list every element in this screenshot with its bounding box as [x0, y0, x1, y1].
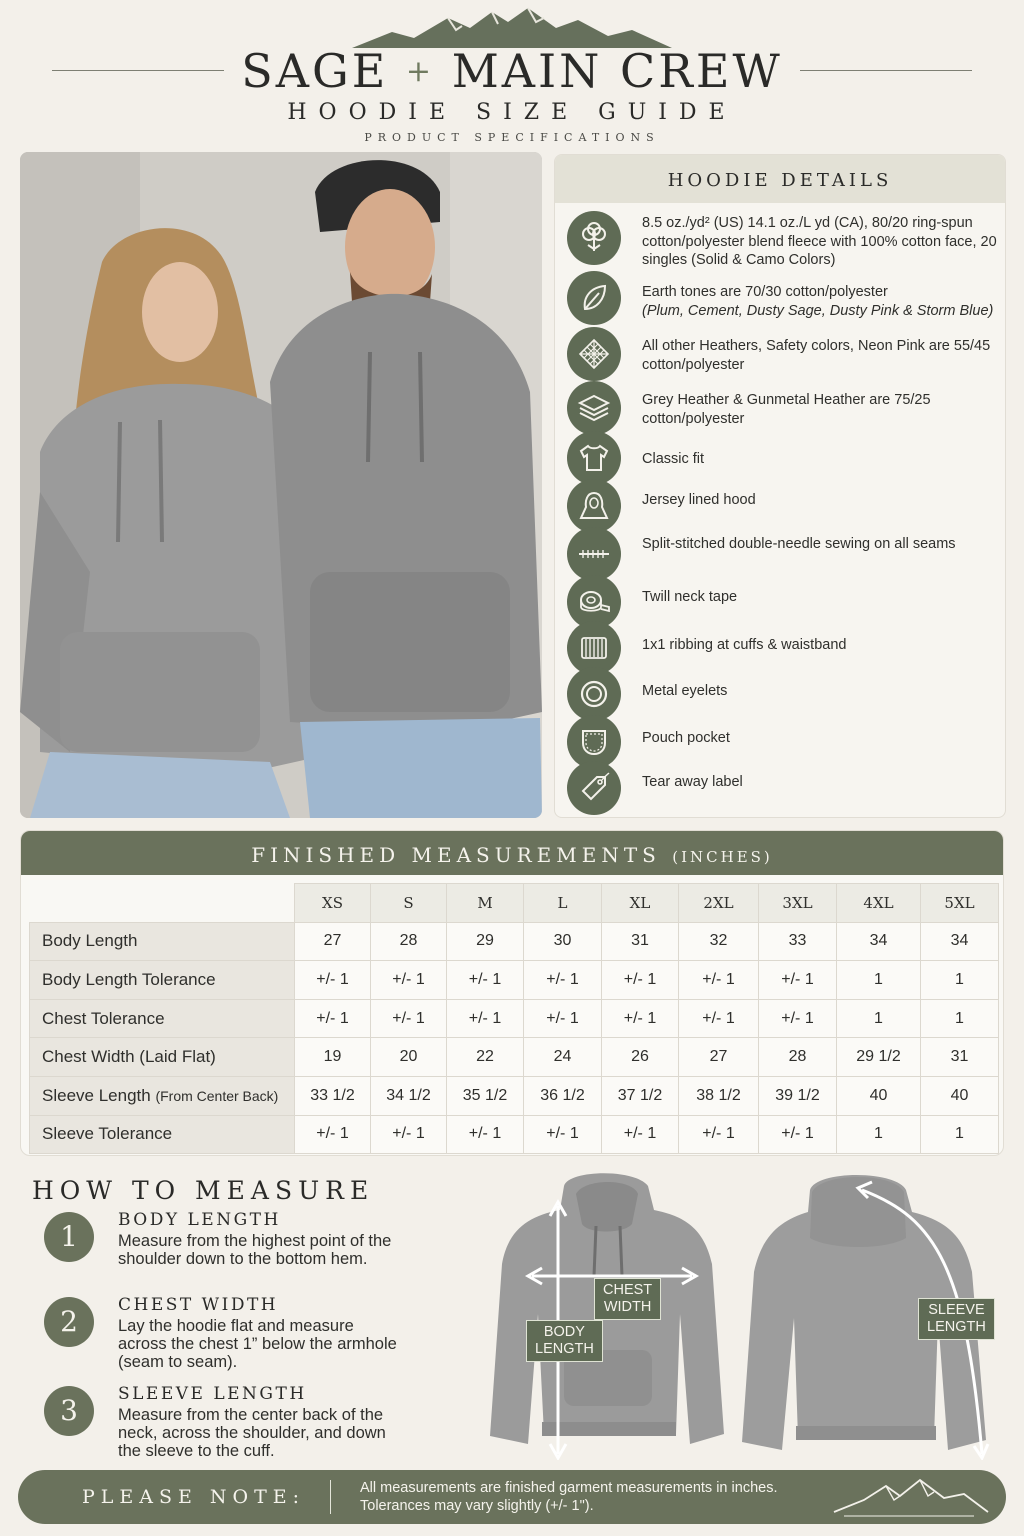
- step-number: 2: [44, 1297, 94, 1347]
- table-cell: 40: [837, 1076, 921, 1115]
- how-to-heading: HOW TO MEASURE: [32, 1176, 375, 1205]
- table-cell: 30: [524, 922, 602, 961]
- sleeve-length-tag: SLEEVE LENGTH: [918, 1298, 995, 1340]
- row-label: Sleeve Tolerance: [30, 1115, 295, 1154]
- leaf-icon: [567, 271, 621, 325]
- detail-item: [555, 575, 1006, 621]
- table-cell: +/- 1: [679, 999, 759, 1038]
- table-row: [30, 1115, 999, 1154]
- step-description: Measure from the center back of the neck, across the shoulder, and down the sleeve to the cuff.: [118, 1406, 386, 1460]
- table-cell: +/- 1: [371, 961, 447, 1000]
- table-cell: 38 1/2: [679, 1076, 759, 1115]
- table-cell: +/- 1: [759, 961, 837, 1000]
- table-row: [30, 1076, 999, 1115]
- step-description: Lay the hoodie flat and measure across the chest 1” below the armhole (seam to seam).: [118, 1317, 397, 1371]
- detail-text: Jersey lined hood: [642, 492, 756, 508]
- step-chest-width: [44, 1297, 464, 1383]
- detail-item: [555, 381, 1006, 435]
- size-header: XL: [602, 884, 679, 923]
- tag-icon: [567, 761, 621, 815]
- size-header: L: [524, 884, 602, 923]
- table-cell: +/- 1: [524, 961, 602, 1000]
- table-cell: +/- 1: [602, 1115, 679, 1154]
- row-label: Chest Width (Laid Flat): [30, 1038, 295, 1077]
- table-cell: +/- 1: [447, 999, 524, 1038]
- table-cell: +/- 1: [524, 1115, 602, 1154]
- hoodie-back-diagram: [736, 1168, 992, 1460]
- detail-text: Split-stitched double-needle sewing on all seams: [642, 536, 956, 552]
- step-body-length: [44, 1212, 464, 1292]
- table-cell: 20: [371, 1038, 447, 1077]
- table-row: [30, 922, 999, 961]
- size-header: 5XL: [921, 884, 999, 923]
- detail-text: All other Heathers, Safety colors, Neon Pink are 55/45 cotton/polyester: [642, 338, 991, 373]
- detail-text: 8.5 oz./yd² (US) 14.1 oz./L yd (CA), 80/20 ring-spun cotton/polyester blend fleece with 100% cotton face, 20 singles (Solid & Camo Colors): [642, 215, 997, 268]
- table-cell: 29 1/2: [837, 1038, 921, 1077]
- body-length-tag: BODY LENGTH: [526, 1320, 603, 1362]
- detail-text: Classic fit: [642, 451, 705, 467]
- table-cell: 28: [759, 1038, 837, 1077]
- step-number: 1: [44, 1212, 94, 1262]
- table-row: [30, 1038, 999, 1077]
- table-cell: +/- 1: [679, 1115, 759, 1154]
- detail-item: [555, 667, 1006, 713]
- page-subtitle: PRODUCT SPECIFICATIONS: [364, 131, 660, 144]
- table-cell: 1: [921, 999, 999, 1038]
- detail-text: Metal eyelets: [642, 683, 728, 699]
- table-cell: 37 1/2: [602, 1076, 679, 1115]
- table-cell: 1: [837, 999, 921, 1038]
- row-label: Body Length: [30, 922, 295, 961]
- size-header: S: [371, 884, 447, 923]
- detail-item: [555, 209, 1006, 269]
- table-cell: 28: [371, 922, 447, 961]
- detail-item: [555, 713, 1006, 759]
- note-label: PLEASE NOTE:: [82, 1486, 306, 1508]
- stitch-icon: [567, 527, 621, 581]
- table-cell: 1: [837, 961, 921, 1000]
- table-cell: +/- 1: [602, 999, 679, 1038]
- table-cell: 33: [759, 922, 837, 961]
- layers-icon: [567, 381, 621, 435]
- detail-text: 1x1 ribbing at cuffs & waistband: [642, 637, 847, 653]
- size-header-row: [30, 884, 999, 923]
- header: [0, 0, 1024, 150]
- table-cell: +/- 1: [759, 1115, 837, 1154]
- table-cell: 31: [921, 1038, 999, 1077]
- detail-item: [555, 621, 1006, 667]
- models-photo: [20, 152, 542, 818]
- table-cell: 34 1/2: [371, 1076, 447, 1115]
- table-cell: 19: [295, 1038, 371, 1077]
- table-cell: +/- 1: [447, 1115, 524, 1154]
- detail-item: [555, 435, 1006, 483]
- table-cell: 39 1/2: [759, 1076, 837, 1115]
- table-cell: 27: [679, 1038, 759, 1077]
- detail-item: [555, 529, 1006, 575]
- step-sleeve-length: [44, 1386, 464, 1466]
- row-label: Body Length Tolerance: [30, 961, 295, 1000]
- table-cell: 35 1/2: [447, 1076, 524, 1115]
- table-cell: +/- 1: [524, 999, 602, 1038]
- size-header: 2XL: [679, 884, 759, 923]
- table-row: [30, 999, 999, 1038]
- step-title: BODY LENGTH: [118, 1210, 281, 1230]
- table-cell: 26: [602, 1038, 679, 1077]
- detail-text: Grey Heather & Gunmetal Heather are 75/25 cotton/polyester: [642, 392, 931, 427]
- tshirt-icon: [567, 431, 621, 485]
- page-title: HOODIE SIZE GUIDE: [287, 100, 737, 125]
- table-cell: +/- 1: [371, 999, 447, 1038]
- hoodie-details-panel: [554, 154, 1006, 818]
- table-cell: 1: [921, 1115, 999, 1154]
- detail-item: [555, 327, 1006, 381]
- detail-text: Twill neck tape: [642, 589, 738, 605]
- detail-text: Pouch pocket: [642, 730, 730, 746]
- detail-item: [555, 759, 1006, 809]
- table-cell: +/- 1: [295, 999, 371, 1038]
- table-cell: 31: [602, 922, 679, 961]
- measurements-panel: [20, 830, 1004, 1156]
- table-cell: 1: [921, 961, 999, 1000]
- table-cell: +/- 1: [679, 961, 759, 1000]
- table-cell: 27: [295, 922, 371, 961]
- fabric-weave-icon: [567, 327, 621, 381]
- note-text: All measurements are finished garment measurements in inches. Tolerances may vary slightly (+/- 1").: [360, 1480, 778, 1514]
- table-row: [30, 961, 999, 1000]
- table-cell: +/- 1: [295, 1115, 371, 1154]
- detail-item: [555, 483, 1006, 529]
- table-cell: +/- 1: [371, 1115, 447, 1154]
- size-header: M: [447, 884, 524, 923]
- row-label: Chest Tolerance: [30, 999, 295, 1038]
- step-number: 3: [44, 1386, 94, 1436]
- chest-width-tag: CHEST WIDTH: [594, 1278, 661, 1320]
- table-cell: 32: [679, 922, 759, 961]
- step-description: Measure from the highest point of the shoulder down to the bottom hem.: [118, 1232, 392, 1268]
- cotton-plant-icon: [567, 211, 621, 265]
- table-cell: 33 1/2: [295, 1076, 371, 1115]
- size-header: 4XL: [837, 884, 921, 923]
- size-header: 3XL: [759, 884, 837, 923]
- brand-title: SAGE + MAIN CREW: [241, 44, 783, 98]
- detail-text: Earth tones are 70/30 cotton/polyester (Plum, Cement, Dusty Sage, Dusty Pink & Storm Blue): [642, 284, 994, 319]
- table-cell: 34: [837, 922, 921, 961]
- table-cell: 1: [837, 1115, 921, 1154]
- table-cell: +/- 1: [602, 961, 679, 1000]
- table-corner: [30, 884, 295, 923]
- table-cell: 24: [524, 1038, 602, 1077]
- table-cell: +/- 1: [447, 961, 524, 1000]
- row-label: Sleeve Length (From Center Back): [30, 1076, 295, 1115]
- mountain-logo-icon: [824, 1476, 994, 1518]
- table-cell: 34: [921, 922, 999, 961]
- table-cell: 40: [921, 1076, 999, 1115]
- note-divider: [330, 1480, 331, 1514]
- please-note-banner: [18, 1470, 1006, 1524]
- step-title: CHEST WIDTH: [118, 1295, 279, 1315]
- table-cell: +/- 1: [759, 999, 837, 1038]
- table-cell: +/- 1: [295, 961, 371, 1000]
- size-header: XS: [295, 884, 371, 923]
- details-heading: HOODIE DETAILS: [555, 155, 1005, 203]
- detail-item: [555, 271, 1006, 327]
- measurements-heading: FINISHED MEASUREMENTS (INCHES): [21, 831, 1003, 875]
- detail-text: Tear away label: [642, 774, 743, 790]
- size-table: [29, 883, 999, 1154]
- hoodie-front-diagram: [484, 1164, 734, 1460]
- table-cell: 22: [447, 1038, 524, 1077]
- hood-icon: [567, 479, 621, 533]
- table-cell: 36 1/2: [524, 1076, 602, 1115]
- step-title: SLEEVE LENGTH: [118, 1384, 307, 1404]
- table-cell: 29: [447, 922, 524, 961]
